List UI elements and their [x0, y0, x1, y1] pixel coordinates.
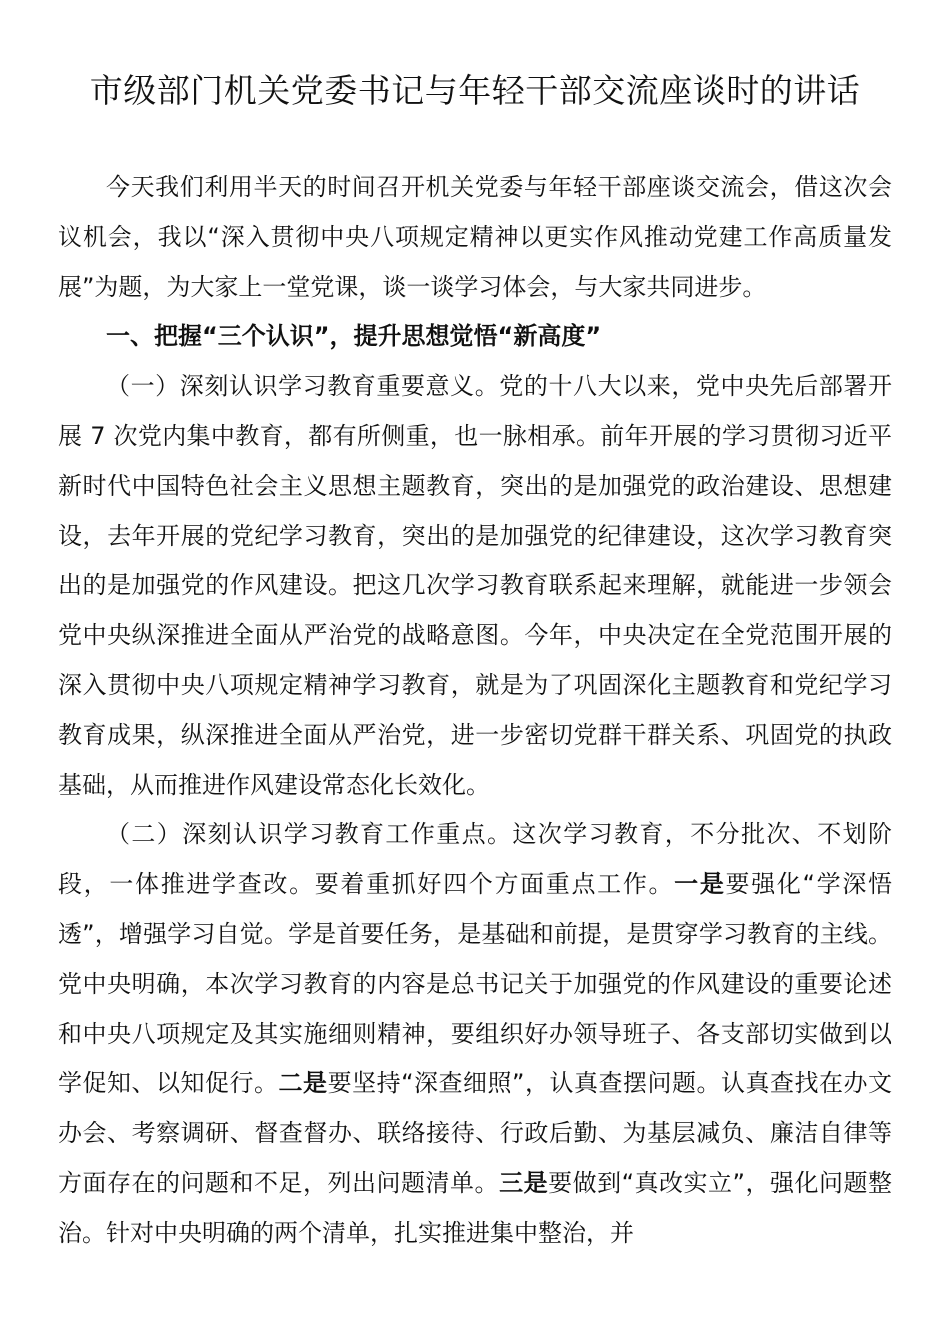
section-heading: 一、把握“三个认识”，提升思想觉悟“新高度” — [106, 322, 602, 351]
paragraph-text-first: 要强化“学深悟透”，增强学习自觉。学是首要任务，是基础和前提，是贯穿学习教育的主线。党中央明确，本次学习教育的内容是总书记关于加强党的作风建设的重要论述和中央八项规定及其实施细则精神，要组织好办领导班子、各支部切实做到以学促知、以知促行。 — [58, 870, 893, 1098]
document-title: 市级部门机关党委书记与年轻干部交流座谈时的讲话 — [89, 71, 861, 110]
paragraph-significance: （一）深刻认识学习教育重要意义。党的十八大以来，党中央先后部署开展 7 次党内集中教育，都有所侧重，也一脉相承。前年开展的学习贯彻习近平新时代中国特色社会主义思想主题教育，突出的是加强党的政治建设、思想建设，去年开展的党纪学习教育，突出的是加强党的纪律建设，这次学习教育突出的是加强党的作风建设。把这几次学习教育联系起来理解，就能进一步领会党中央纵深推进全面从严治党的战略意图。今年，中央决定在全党范围开展的深入贯彻中央八项规定精神学习教育，就是为了巩固深化主题教育和党纪学习教育成果，纵深推进全面从严治党，进一步密切党群干群关系、巩固党的执政基础，从而推进作风建设常态化长效化。 — [58, 372, 892, 799]
marker-second: 二是 — [278, 1069, 328, 1098]
paragraph-lead: （二）深刻认识学习教育工作重点。这次学习教育，不分批次、不划阶段，一体推进学查改。要着重抓好四个方面重点工作。 — [58, 820, 892, 899]
paragraph-text-third: 要做到“真改实立”，强化问题整治。针对中央明确的两个清单，扎实推进集中整治，并 — [58, 1168, 893, 1247]
marker-third: 三是 — [499, 1168, 549, 1197]
paragraph-key-work — [58, 810, 892, 1258]
paragraph-text-second: 要坚持“深查细照”，认真查摆问题。认真查找在办文办会、考察调研、督查督办、联络接待、行政后勤、为基层减负、廉洁自律等方面存在的问题和不足，列出问题清单。 — [58, 1069, 893, 1197]
marker-first: 一是 — [674, 870, 726, 899]
intro-paragraph: 今天我们利用半天的时间召开机关党委与年轻干部座谈交流会，借这次会议机会，我以“深入贯彻中央八项规定精神以更实作风推动党建工作高质量发展”为题，为大家上一堂党课，谈一谈学习体会，与大家共同进步。 — [58, 173, 892, 301]
document-body — [58, 163, 892, 1259]
